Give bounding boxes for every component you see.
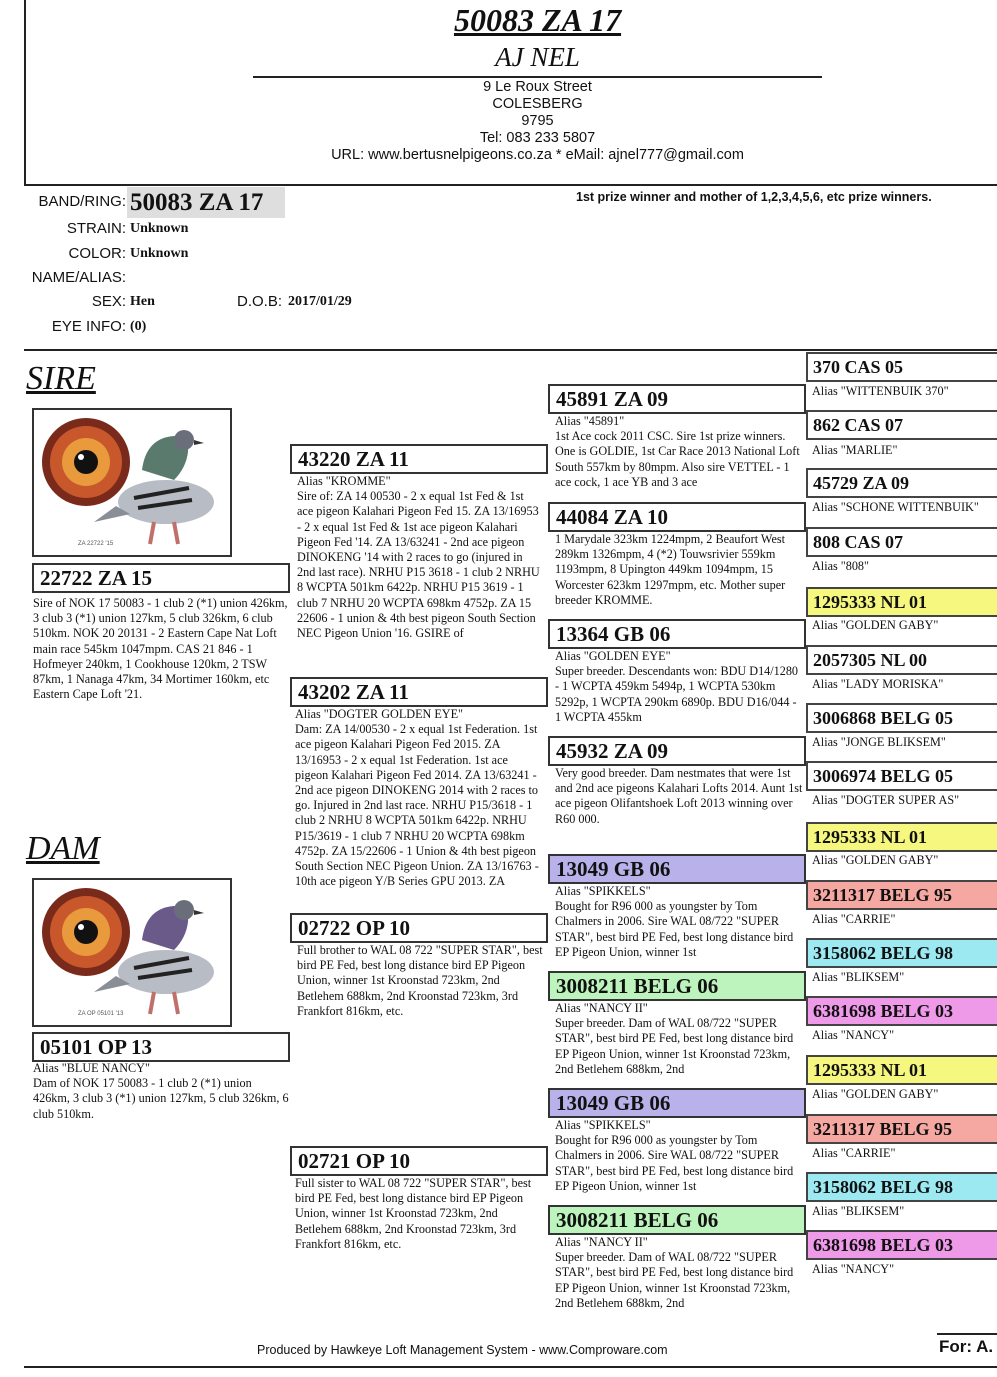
sire-band: 22722 ZA 15 bbox=[32, 563, 290, 593]
sex-value: Hen bbox=[130, 294, 155, 309]
dob-value: 2017/01/29 bbox=[288, 294, 352, 309]
gen3-notes: Very good breeder. Dam nestmates that were 1st and 2nd ace pigeons Kalahari Lofts 2014. Aunt 1st ace pigeon Olifantshoek Loft 2013 winning over R60 000. bbox=[555, 766, 803, 826]
color-value: Unknown bbox=[130, 246, 189, 261]
gen4-alias: Alias "JONGE BLIKSEM" bbox=[812, 735, 946, 749]
eye-value: (0) bbox=[130, 319, 147, 334]
band-label: BAND/RING: bbox=[38, 193, 126, 210]
url-email: URL: www.bertusnelpigeons.co.za * eMail: ajnel777@gmail.com bbox=[331, 147, 744, 163]
gen4-band: 370 CAS 05 bbox=[806, 352, 997, 382]
gen4-alias: Alias "GOLDEN GABY" bbox=[812, 618, 939, 632]
gen4-alias: Alias "MARLIE" bbox=[812, 443, 898, 457]
gen4-alias: Alias "LADY MORISKA" bbox=[812, 677, 944, 691]
dam-band: 05101 OP 13 bbox=[32, 1032, 290, 1062]
gen4-band: 3158062 BELG 98 bbox=[806, 938, 997, 968]
header-rule bbox=[253, 76, 822, 78]
gen3-band: 13049 GB 06 bbox=[548, 854, 806, 884]
gen4-band: 6381698 BELG 03 bbox=[806, 1230, 997, 1260]
gen3-band: 3008211 BELG 06 bbox=[548, 971, 806, 1001]
sire-notes: Sire of NOK 17 50083 - 1 club 2 (*1) union 426km, 3 club 3 (*1) union 127km, 5 club 326km, 6 club 510km. NOK 20 20131 - 2 Eastern Cape Nat Loft main race 545km 1047mpm. CAS 21 846 - 1 Hofmeyer 240km, 1 Cookhouse 120km, 2 TSW 87km, 1 Nanaga 47km, 34 Mortimer 160km, etc Eastern Cape Loft '21. bbox=[33, 596, 288, 702]
gen4-band: 3211317 BELG 95 bbox=[806, 880, 997, 910]
gen4-band: 3211317 BELG 95 bbox=[806, 1114, 997, 1144]
address-town: COLESBERG bbox=[492, 96, 583, 112]
gen4-alias: Alias "808" bbox=[812, 559, 870, 573]
gen4-alias: Alias "CARRIE" bbox=[812, 1146, 896, 1160]
gen3-notes: Alias "NANCY II" Super breeder. Dam of WAL 08/722 "SUPER STAR", best bird PE Fed, best long distance bird EP Pigeon Union, winner 1st Kroonstad 723km, 2nd Betlehem 688km, 2nd bbox=[555, 1235, 794, 1310]
footer-for: For: A. bbox=[939, 1337, 994, 1356]
sire-photo-tag: ZA 22722 '15 bbox=[78, 541, 114, 547]
gen3-notes: Alias "GOLDEN EYE" Super breeder. Descendants won: BDU D14/1280 - 1 WCPTA 459km 5494p, 1 WCPTA 530km 5292p, 1 WCPTA 290km 6890p. BDU D16/044 - 1 WCPTA 455km bbox=[555, 649, 799, 724]
owner-name: AJ NEL bbox=[495, 42, 580, 72]
gen3-band: 45932 ZA 09 bbox=[548, 736, 806, 766]
gen3-notes: Alias "NANCY II" Super breeder. Dam of WAL 08/722 "SUPER STAR", best bird PE Fed, best long distance bird EP Pigeon Union, winner 1st Kroonstad 723km, 2nd Betlehem 688km, 2nd bbox=[555, 1001, 794, 1076]
gen3-band: 45891 ZA 09 bbox=[548, 384, 806, 414]
sire-photo bbox=[32, 408, 232, 557]
section-divider bbox=[24, 349, 997, 351]
gen4-band: 45729 ZA 09 bbox=[806, 468, 997, 498]
strain-label: STRAIN: bbox=[66, 220, 126, 237]
gen2-band: 43220 ZA 11 bbox=[290, 444, 548, 474]
color-label: COLOR: bbox=[68, 245, 126, 262]
name-label: NAME/ALIAS: bbox=[31, 269, 126, 286]
gen2-band: 02721 OP 10 bbox=[290, 1146, 548, 1176]
gen3-notes: Alias "SPIKKELS" Bought for R96 000 as youngster by Tom Chalmers in 2006. Sire WAL 08/722 "SUPER STAR", best bird PE Fed, best long distance bird EP Pigeon Union, winner 1st bbox=[555, 1118, 794, 1193]
gen4-band: 3158062 BELG 98 bbox=[806, 1172, 997, 1202]
telephone: Tel: 083 233 5807 bbox=[479, 130, 596, 146]
gen2-band: 43202 ZA 11 bbox=[290, 677, 548, 707]
gen4-alias: Alias "NANCY" bbox=[812, 1262, 895, 1276]
gen2-notes: Alias "KROMME" Sire of: ZA 14 00530 - 2 x equal 1st Fed & 1st ace pigeon Kalahari Pigeon Fed 15. ZA 13/16953 - 2 x equal 1st Fed & 1st ace pigeon Kalahari Pigeon Fed '14. ZA 13/63241 - 2nd ace pigeon DINOKENG '14 with 2 races to go (injured in 2nd last race). NRHU P15 3618 - 1 club 2 NRHU 8 WCPTA 501km 6422p. NRHU P15 3619 - 1 club 7 NRHU 20 WCPTA 698km 4752p. ZA 15 22606 - 1 union & 4th best pigeon South Section NEC Pigeon Union '16. GSIRE of bbox=[297, 474, 540, 641]
gen4-band: 3006974 BELG 05 bbox=[806, 761, 997, 791]
sex-label: SEX: bbox=[91, 293, 126, 310]
dob-label: D.O.B: bbox=[237, 293, 283, 310]
gen3-band: 13364 GB 06 bbox=[548, 619, 806, 649]
gen3-notes: 1 Marydale 323km 1224mpm, 2 Beaufort West 289km 1326mpm, 4 (*2) Touwsrivier 559km 1193mpm, 8 Upington 449km 1094mpm, 15 Worcester 623km 1297mpm, etc. Mother super breeder KROMME. bbox=[555, 532, 786, 607]
pigeon-photo-dam bbox=[34, 880, 230, 1025]
gen3-notes: Alias "45891" 1st Ace cock 2011 CSC. Sire 1st prize winners. One is GOLDIE, 1st Car Race 2013 National Loft South 557km by 80mpm. Also sire VETTEL - 1 ace cock, 1 ace YB and 3 ace bbox=[555, 414, 800, 489]
strain-value: Unknown bbox=[130, 221, 189, 236]
footer-bottom-line bbox=[24, 1366, 997, 1368]
gen4-alias: Alias "NANCY" bbox=[812, 1028, 895, 1042]
pigeon-photo-sire bbox=[34, 410, 230, 555]
prize-summary: 1st prize winner and mother of 1,2,3,4,5,6, etc prize winners. bbox=[576, 190, 932, 204]
gen4-band: 808 CAS 07 bbox=[806, 527, 997, 557]
eye-label: EYE INFO: bbox=[51, 318, 126, 335]
address-code: 9795 bbox=[521, 113, 554, 129]
gen3-band: 44084 ZA 10 bbox=[548, 502, 806, 532]
gen3-band: 13049 GB 06 bbox=[548, 1088, 806, 1118]
address-street: 9 Le Roux Street bbox=[483, 79, 592, 95]
gen4-band: 1295333 NL 01 bbox=[806, 587, 997, 617]
dam-heading: DAM bbox=[26, 830, 100, 867]
sire-heading: SIRE bbox=[26, 360, 96, 397]
gen4-alias: Alias "CARRIE" bbox=[812, 912, 896, 926]
gen4-alias: Alias "BLIKSEM" bbox=[812, 1204, 905, 1218]
gen4-band: 862 CAS 07 bbox=[806, 410, 997, 440]
header-band: 50083 ZA 17 bbox=[453, 2, 622, 38]
gen4-band: 1295333 NL 01 bbox=[806, 822, 997, 852]
band-value: 50083 ZA 17 bbox=[127, 187, 285, 218]
gen4-alias: Alias "GOLDEN GABY" bbox=[812, 1087, 939, 1101]
gen4-band: 2057305 NL 00 bbox=[806, 645, 997, 675]
gen3-notes: Alias "SPIKKELS" Bought for R96 000 as youngster by Tom Chalmers in 2006. Sire WAL 08/722 "SUPER STAR", best bird PE Fed, best long distance bird EP Pigeon Union, winner 1st bbox=[555, 884, 794, 959]
gen4-alias: Alias "GOLDEN GABY" bbox=[812, 853, 939, 867]
gen4-alias: Alias "BLIKSEM" bbox=[812, 970, 905, 984]
gen4-band: 6381698 BELG 03 bbox=[806, 996, 997, 1026]
gen2-band: 02722 OP 10 bbox=[290, 913, 548, 943]
dam-photo-tag: ZA OP 05101 '13 bbox=[78, 1011, 124, 1017]
gen2-notes: Full sister to WAL 08 722 "SUPER STAR", best bird PE Fed, best long distance bird EP Pigeon Union, winner 1st Kroonstad 723km, 2nd Betlehem 688km, 2nd Kroonstad 723km, 3rd Frankfort 816km, etc. bbox=[295, 1176, 532, 1251]
gen3-band: 3008211 BELG 06 bbox=[548, 1205, 806, 1235]
dam-photo bbox=[32, 878, 232, 1027]
gen4-alias: Alias "WITTENBUIK 370" bbox=[812, 384, 949, 398]
footer-produced: Produced by Hawkeye Loft Management System - www.Comproware.com bbox=[257, 1343, 668, 1357]
gen4-alias: Alias "SCHONE WITTENBUIK" bbox=[812, 500, 979, 514]
gen4-band: 1295333 NL 01 bbox=[806, 1055, 997, 1085]
gen4-alias: Alias "DOGTER SUPER AS" bbox=[812, 793, 960, 807]
gen2-notes: Full brother to WAL 08 722 "SUPER STAR", best bird PE Fed, best long distance bird EP Pigeon Union, winner 1st Kroonstad 723km, 2nd Betlehem 688km, 2nd Kroonstad 723km, 3rd Frankfort 816km, etc. bbox=[297, 943, 543, 1018]
gen4-band: 3006868 BELG 05 bbox=[806, 703, 997, 733]
gen2-notes: Alias "DOGTER GOLDEN EYE" Dam: ZA 14/00530 - 2 x equal 1st Federation. 1st ace pigeon Kalahari Pigeon Fed 2015. ZA 13/16953 - 2 x equal 1st Federation. 1st ace pigeon Kalahari Pigeon Fed 2014. ZA 13/63241 - 2nd ace pigeon DINOKENG 2014 with 2 races to go. Injured in 2nd last race. NRHU P15/3618 - 1 club 2 NRHU 8 WCPTA 501km 6422p. NRHU P15/3619 - 1 club 7 NRHU 20 WCPTA 698km 4752p. ZA 15/22606 - 1 Union & 4th best pigeon South Section NEC Pigeon Union. ZA 13/16763 - 10th ace pigeon Y/B Series GPU 2013. ZA bbox=[295, 707, 539, 889]
footer-rule bbox=[937, 1333, 997, 1335]
dam-notes: Alias "BLUE NANCY" Dam of NOK 17 50083 - 1 club 2 (*1) union 426km, 3 club 3 (*1) union 127km, 5 club 326km, 6 club 510km. bbox=[33, 1061, 289, 1121]
